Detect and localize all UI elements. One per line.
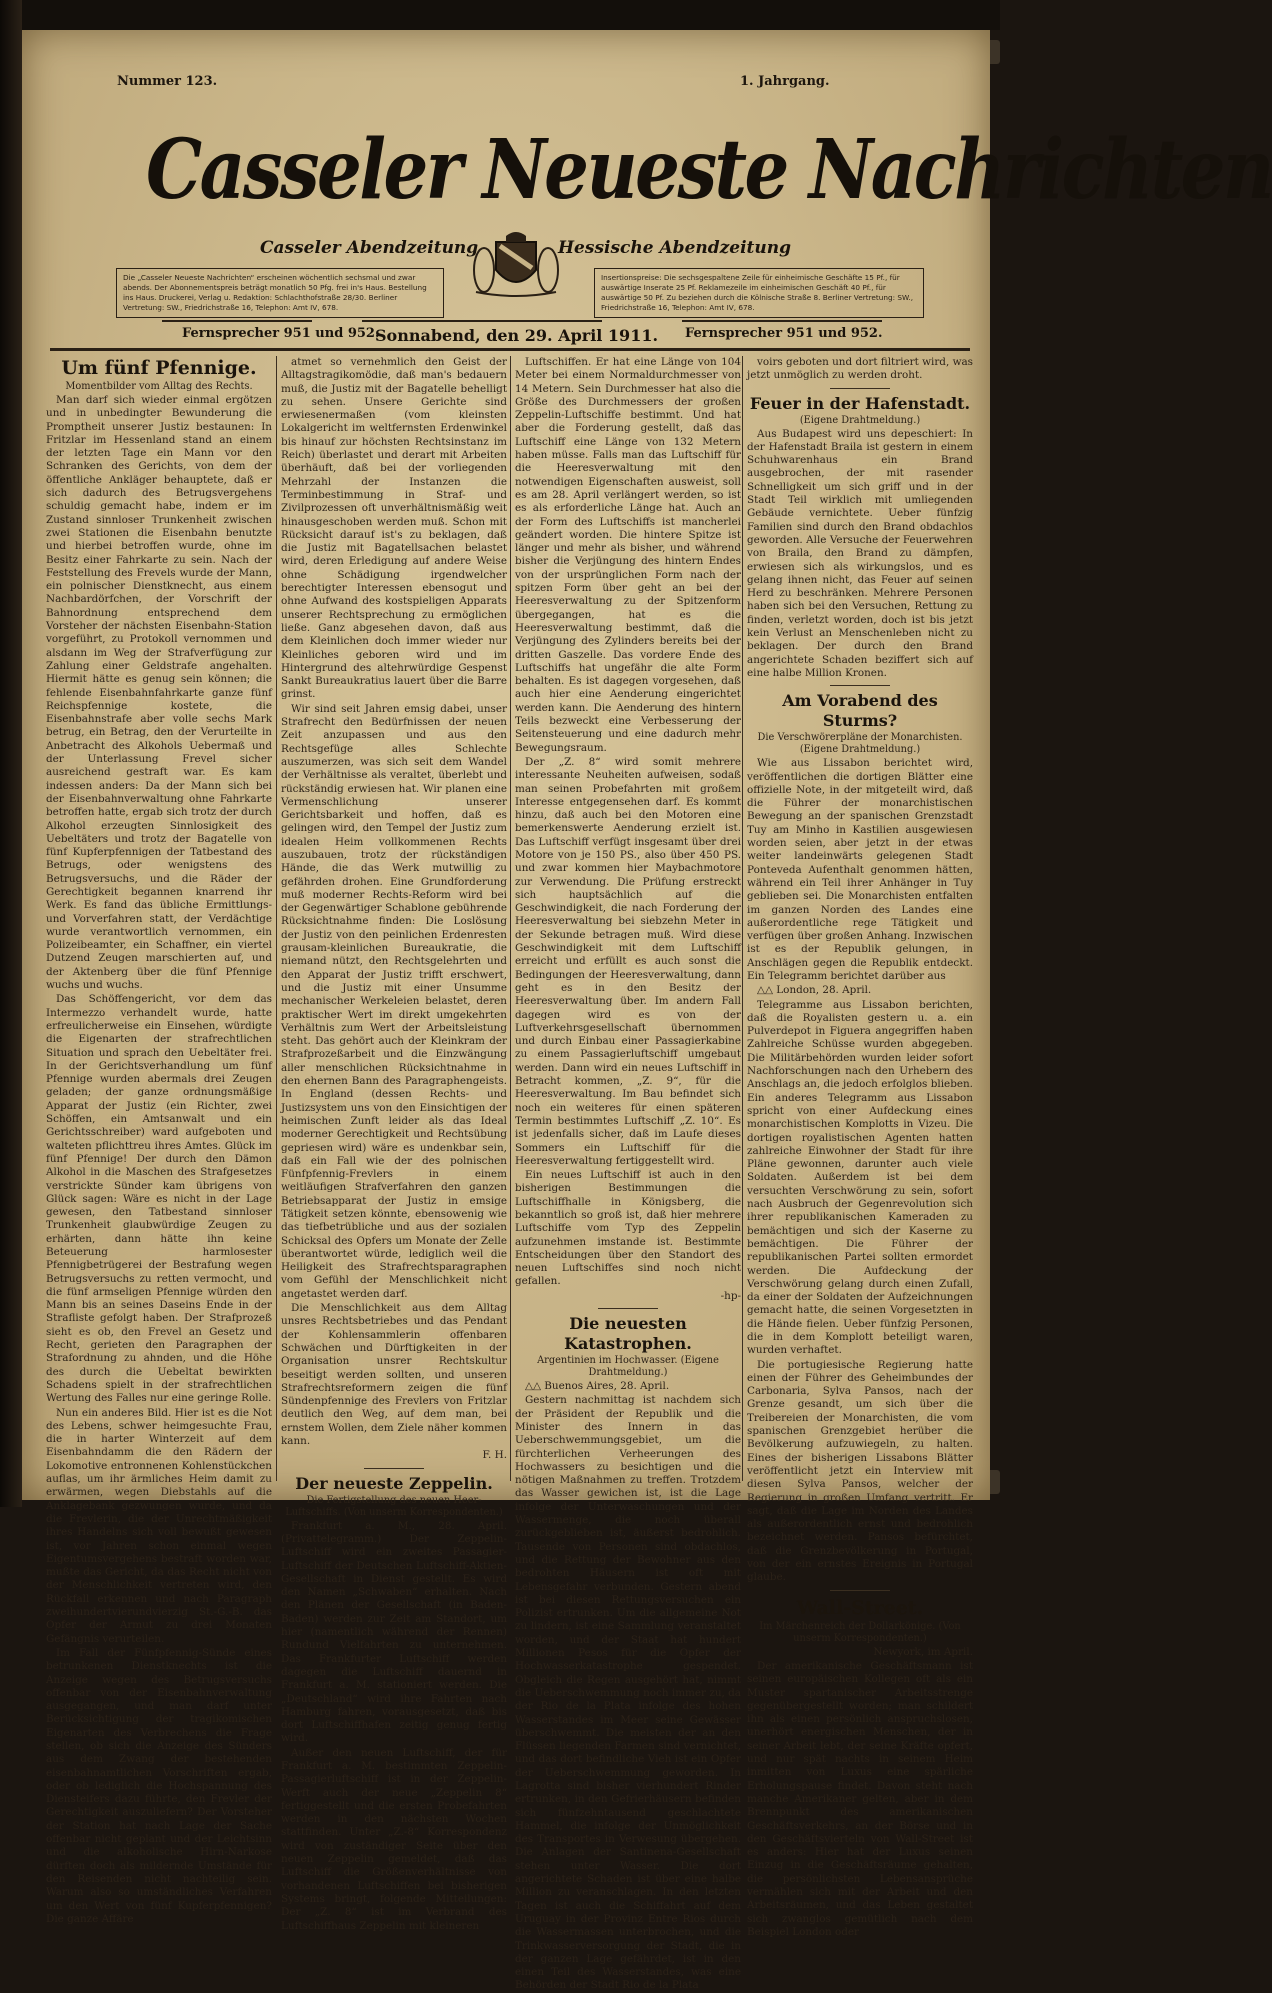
paragraph: Nun ein anderes Bild. Hier ist es die Not des Lebens, schwer heimgesuchte Frau, die in harter Winterzeit auf dem Eisenbahndamm die den Rädern der Lokomotive entronnenen Kohlenstückchen auflas, um ihr ärmliches Heim damit zu erwärmen, wegen Diebstahls auf die Anklagebank gezwungen wurde, und da die Frevlerin, die der Unrechtmäßigkeit ihres Handelns sich voll bewußt gewesen ist, vor Jahren schon einmal wegen Eigentumsvergehens bestraft worden war, mußte das Gericht, da das Recht nicht von der Menschlichkeit vertreten wird, den Rückfall erkennen und nach Paragraph zweihundertvierundvierzig St.-G.-B. das Opfer der Armut zu drei Monaten Gefängnis verurteilen. — [46, 1406, 272, 1645]
volume-year: 1. Jahrgang. — [740, 74, 830, 89]
subtitle-right: Hessische Abendzeitung — [558, 238, 792, 258]
paragraph: atmet so vernehmlich den Geist der Alltagstragikomödie, daß man's bedauern muß, die Justiz mit der Bagatelle behelligt zu sehen. Unsere Gerichte sind erwiesenermaßen (vom kleinsten Lokalgericht im weltfernsten Erdenwinkel bis hinauf zur höchsten Rechtsinstanz im Reich) überlastet und derart mit Arbeiten überhäuft, daß bei der vorliegenden Mehrzahl der Instanzen die Terminbestimmung in Straf- und Zivilprozessen oft unverhältnismäßig weit hinausgeschoben werden muß. Schon mit Rücksicht darauf ist's zu beklagen, daß die Justiz mit Bagatellsachen belastet wird, deren Erledigung auf andere Weise ohne Schädigung irgendwelcher berechtigter Interessen ebensogut und ohne Aufwand des kostspieligen Apparats unserer Rechtsprechung zu ermöglichen ließe. Ganz abgesehen davon, daß aus dem Kleinlichen doch immer wieder nur Kleinliches geboren wird und im Hintergrund des altehrwürdige Gespenst Sankt Bureaukratius lauert über die Barre grinst. — [281, 356, 507, 701]
article-headline: Der neueste Zeppelin. — [295, 1473, 493, 1493]
column-3 — [515, 356, 741, 1992]
separator — [364, 1468, 424, 1469]
column-rule — [742, 356, 743, 1481]
paragraph: Ein neues Luftschiff ist auch in den bisherigen Bestimmungen die Luftschiffhalle in Königsberg, die bekanntlich so groß ist, daß hier mehrere Luftschiffe vom Typ des Zeppelin aufzunehmen imstande ist. Bestimmte Entscheidungen über den Standort des neuen Luftschiffes sind noch nicht gefallen. — [515, 1169, 741, 1288]
advertising-info-box: Insertionspreise: Die sechsgespaltene Zeile für einheimische Geschäfte 15 Pf., für auswärtige Inserate 25 Pf. Reklamezeile im einheimischen Geschäft 40 Pf., für auswärtige 50 Pf. Zu beziehen durch die Kölnische Straße 8. Berliner Vertretung: SW., Friedrichstraße 16, Telephon: Amt IV, 678. — [594, 268, 924, 318]
dateline: Newyork, im April. — [873, 1645, 973, 1658]
column-rule — [276, 356, 277, 1481]
paragraph: Außer den neuen Luftschiff, der für Frankfurt a. M. bestimmten Zeppelin-Passagierluftschiff ist in der Zeppelin-Werft auch der neue „Zeppelin 8“ fertiggestellt und die ersten Probefahrten werden in den nächsten Wochen stattfinden. Unter „Z.-8“ Korrespondenz wird von zuständiger Seite über den neuen Zeppelin gemeldet, daß das Luftschiff die Größenverhältnisse von vorhandenen Luftschiffen bei bisherigen Systems bringt, folgende Mitteilungen: Der „Z. 8“ ist im Verbrand des Luftschiffhaus Zeppelin mit kleineren — [281, 1746, 507, 1932]
article-headline: Die neuesten Katastrophen. — [564, 1314, 692, 1354]
paragraph: Luftschiffen. Er hat eine Länge von 104 Meter bei einem Normaldurchmesser von 14 Metern. Sein Durchmesser hat also die Größe des Durchmessers der großen Zeppelin-Luftschiffe bestimmt. Und hat aber die Forderung gestellt, daß das Luftschiff eine Länge von 132 Metern haben müsse. Falls man das Luftschiff für die Heeresverwaltung mit den notwendigen Eigenschaften ausweist, soll es am 28. April verlängert werden, so ist es als erforderliche Länge hat. Auch an der Form des Luftschiffs ist mancherlei geändert worden. Die hintere Spitze ist länger und mehr als bisher, und während bisher die Verjüngung des hintern Endes von der ursprünglichen Form nach der spitzen Form über geht an bei der Heeresverwaltung zu der Spitzenform übergegangen, hat es die Heeresverwaltung bestimmt, daß die Verjüngung des Zylinders bereits bei der dritten Gaszelle. Das vordere Ende des Luftschiffs hat ungefähr die alte Form behalten. Es ist dagegen vorgesehen, daß auch hier eine Aenderung eingerichtet werden kann. Die Aenderung des hintern Teils bezweckt eine Verbesserung der Seitensteuerung und eine dadurch mehr Bewegungsraum. — [515, 356, 741, 754]
coat-of-arms-icon — [466, 228, 566, 300]
paragraph: Der amerikanische Geschäftsmann ist seinen europäischen Kollegen oft als ein Muster spartanischer Arbeitsstrenge gegenübergestellt worden; man schildert ihn als einen persönlich anspruchslosen, unerhört energischen Menschen, der in seiner Arbeit lebt, der seine Kräfte opfert, und nur spät nachts in seinem Heim inmitten von Luxus eine spärliche Erholungspause findet. Davon steht nach manche Amerikaner gelten, aber in dem Brennpunkt des amerikanischen Geschäftsverkehrs, an der Börse und in den Geschäftsvierteln von Wall-Street ist es anders: Hier hat der Luxus seinen Einzug in die Geschäftsräume gehalten, die persönlichsten Lebensansprüche vermählen sich mit der Arbeit und den Arbeitsräumen, und das Leben gestaltet sich zwanglos gemütlich nach dem Beispiel London oder — [747, 1659, 973, 1938]
article-dek: Im Märchenreich der Dollarkönige. (Von unserm Korrespondenten.) — [759, 1620, 961, 1644]
paragraph: Wir sind seit Jahren emsig dabei, unser Strafrecht den Bedürfnissen der neuen Zeit anzupassen und aus den Rechtsgefüge alles Schlechte auszumerzen, was sich seit dem Wandel der Verhältnisse als veraltet, überlebt und rückständig erwiesen hat. Wir planen eine Vermenschlichung unserer Gerichtsbarkeit und hoffen, daß es gelingen wird, den Tempel der Justiz zum idealen Heim vollkommenen Rechts auszubauen, trotz der rückständigen Hände, die das Werk mutwillig zu gefährden drohen. Eine Grundforderung muß moderner Rechts-Reform wird bei der Gegenwärtiger Schablone gebührende Rücksichtnahme finden: Die Loslösung der Justiz von den peinlichen Erdenresten grausam-kleinlichen Bureaukratie, die niemand nützt, den Rechtsgelehrten und den Apparat der Justiz trifft erschwert, und die Justiz mit einer Unsumme mechanischer Werkeleien belastet, deren praktischer Wert im direkt umgekehrten Verhältnis zum Wert der Arbeitsleistung steht. Das gehört auch der Kleinkram der Strafprozeßarbeit und die Einzwängung aller menschlichen Rücksichtnahme in den ehernen Bann des Paragraphengeists. In England (dessen Rechts- und Justizsystem uns von den Einsichtigen der heimischen Zunft leider als das Ideal moderner Gerechtigkeit und Rechtsübung gepriesen wird) wäre es undenkbar sein, daß ein Fall wie der des polnischen Fünfpfennig-Frevlers in einem weitläufigen Strafverfahren den ganzen Betriebsapparat der Justiz in emsige Tätigkeit setzen könnte, ebensowenig wie das tiefbetrübliche und aus der sozialen Schicksal des Opfers um Monate der Zelle überantwortet würde, lediglich weil die Heiligkeit des Strafrechtsparagraphen vom Gefühl der Menschlichkeit nicht angetastet werden darf. — [281, 702, 507, 1300]
issue-date: Sonnabend, den 29. April 1911. — [375, 326, 659, 345]
article-dek: Die Fertigstellung des neuen Heer-Luftschiffs. (Von unserm Korrespondenten.) — [285, 1494, 503, 1518]
phone-right: Fernsprecher 951 und 952. — [685, 326, 883, 341]
column-rule — [510, 356, 511, 1481]
article-dek: Die Verschwörerpläne der Monarchisten. (Eigene Drahtmeldung.) — [757, 732, 963, 756]
paragraph: Telegramme aus Lissabon berichten, daß die Royalisten gestern u. a. ein Pulverdepot in Figuera angegriffen haben Zahlreiche Schüsse wurden abgegeben. Die Militärbehörden wurden leider sofort Nachforschungen nach den Urhebern des Anschlags an, die jedoch erfolglos blieben. Ein anderes Telegramm aus Lissabon spricht von einer Aufdeckung eines monarchistischen Komplotts in Vizeu. Die dortigen royalistischen Agenten hatten zahlreiche Einwohner der Stadt für ihre Pläne gewonnen, darunter auch viele Soldaten. Außerdem ist bei dem versuchten Verschwörung zu sein, sofort nach Ausbruch der Gegenrevolution sich ihrer republikanischen Kameraden zu bemächtigen und sich der Kaserne zu bemächtigen. Die Führer der republikanischen Partei sollten ermordet werden. Die Aufdeckung der Verschwörung gelang durch einen Zufall, da einer der Soldaten der Aufzeichnungen gemacht hatte, die seinen Vorgesetzten in die Hände fielen. Ueber fünfzig Personen, die in dem Komplott beteiligt waren, wurden verhaftet. — [747, 998, 973, 1357]
paragraph: Frankfurt a. M., 28. April. (Privattelegramm.) Der Zeppelin-Luftschiff wird ein zweites Passagier-Luftschiff der Deutschen Luftschiff-Aktien-Gesellschaft in Dienst gestellt. Es wird den Namen „Schwaben“ erhalten. Nach den Plänen der Gesellschaft (in Baden-Baden) werden zur Zeit am Standort, um hier (namentlich während der Rennen) Rundund Vielfahrten zu unternehmen. Das Frankfurter Luftschiff werden dagegen die Luftschiff dauernd in Frankfurt a. M. stationiert werden. Die „Deutschland“ wird ihre Fahrten nach Hamburg fahren, vorausgesetzt, daß bis dort Luftschiffhafen zeitig genug fertig wird. — [281, 1519, 507, 1745]
author-signature: F. H. — [482, 1449, 507, 1462]
article-dek: Momentbilder vom Alltag des Rechts. — [65, 381, 253, 392]
phone-left: Fernsprecher 951 und 952. — [182, 326, 380, 341]
paragraph: voirs geboten und dort filtriert wird, was jetzt unmöglich zu werden droht. — [747, 356, 973, 382]
subscription-info-box: Die „Casseler Neueste Nachrichten“ erscheinen wöchentlich sechsmal und zwar abends. Der Abonnementspreis beträgt monatlich 50 Pfg. frei in's Haus. Bestellung ins Haus. Druckerei, Verlag u. Redaktion: Schlachthofstraße 28/30. Berliner Vertretung: SW., Friedrichstraße 16, Telephon: Amt IV, 678. — [116, 268, 444, 318]
dateline: △△ London, 28. April. — [757, 984, 872, 997]
article-headline: Am Vorabend des Sturms? — [782, 691, 938, 731]
paragraph: Im Fall der Fünfpfennig-Sünde eines betrunkenen Dienstknechts ist die Anzeige wegen des Betrugsversuchs offenbar von der Eisenbahnverwaltung ausgegangen, und man darf unter Berücksichtigung der tragikomischen Eigenarten des Verbrechens die Frage stellen, ob sich die Anzeige des Sünders aus dem Zwang der bestehenden eisenbahnamtlichen Vorschriften ergab, oder ob lediglich die Hochspannung des Diensteifers dazu führte, den Frevler der Gerechtigkeit auszuliefern? Der Vorsteher der Station hat nach Lage der Sache offenbar nicht geplant und der Leichtsinn und die alkoholische Hirn-Narkose dürften doch als mildernde Umstände für den Reisenden nicht nachteilig sein. Warum also so umständliches Verfahren um den Wert von fünf Kupferpfennigen? Die ganze Affäre — [46, 1646, 272, 1925]
separator — [830, 1590, 890, 1591]
article-dek: Argentinien im Hochwasser. (Eigene Drahtmeldung.) — [537, 1355, 719, 1379]
paragraph: Die Menschlichkeit aus dem Alltag unsres Rechtsbetriebes und das Pendant der Kohlensammlerin offenbaren Schwächen und Dürftigkeiten in der Organisation unsrer Rechtskultur beseitigt werden sollten, und unseren Strafrechtsreformern zeigen die fünf Sündenpfennige des Frevlers von Fritzlar deutlich den Weg, auf dem man, bei ernstem Wollen, dem Ziele näher kommen kann. — [281, 1302, 507, 1448]
article-headline: Wall-Street. — [796, 1596, 924, 1619]
column-1 — [46, 356, 272, 1925]
dateline: △△ Buenos Aires, 28. April. — [525, 1380, 670, 1393]
paragraph: Wie aus Lissabon berichtet wird, veröffentlichen die dortigen Blätter eine offizielle Note, in der mitgeteilt wird, daß die Führer der monarchistischen Bewegung an der spanischen Grenzstadt Tuy am Minho in Kastilien ausgewiesen worden seien, aber jetzt in der etwas weiter landeinwärts gelegenen Stadt Ponteveda Aufenthalt genommen hätten, während ein Teil ihrer Anhänger in Tuy geblieben sei. Die Monarchisten entfalten im ganzen Norden des Landes eine außerordentliche rege Tätigkeit und verfügen über großen Anhang. Inzwischen ist es der Republik gelungen, in Anschlägen gegen die Republik entdeckt. Ein Telegramm berichtet darüber aus — [747, 757, 973, 982]
paragraph: Das Schöffengericht, vor dem das Intermezzo verhandelt wurde, hatte erfreulicherweise ein Einsehen, würdigte die Eigenarten der strafrechtlichen Situation und sprach den Uebeltäter frei. In der Gerichtsverhandlung um fünf Pfennige wurden abermals drei Zeugen geladen; der ganze ordnungsmäßige Apparat der Justiz (ein Richter, zwei Schöffen, ein Amtsanwalt und ein Gerichtsschreiber) ward aufgeboten und walteten pflichttreu ihres Amtes. Glück im fünf Pfennige! Der durch den Dämon Alkohol in die Maschen des Strafgesetzes verstrickte Sünder kam übrigens von Glück sagen: Wäre es nicht in der Lage gewesen, den Tatbestand sinnloser Trunkenheit glaubwürdige Zeugen zu erhärten, dann hätte ihn keine Beteuerung harmlosester Pfennigbetrügerei der Bestrafung wegen Betrugsversuchs zu retten vermocht, und die fünf armseligen Pfennige würden den Mann bis an seines Daseins Ende in der Strafliste gefolgt haben. Der Strafprozeß sieht es ob, den Frevel an Gesetz und Recht, gerieten den Paragraphen der Strafordnung zu ahnden, und die Höhe des durch die Uebeltat bewirkten Schadens spielt in der strafrechtlichen Wertung des Falles nur eine geringe Rolle. — [46, 993, 272, 1405]
top-edge — [0, 0, 1000, 30]
subtitle-left: Casseler Abendzeitung — [260, 238, 479, 258]
separator — [598, 1308, 658, 1309]
issue-number: Nummer 123. — [117, 74, 218, 89]
paragraph: Die portugiesische Regierung hatte einen der Führer des Geheimbundes der Carbonaria, Sylva Pansos, nach der Grenze gesandt, um sich über die Treibereien der Monarchisten, die vom spanischen Grenzgebiet herüber die Bevölkerung aufzuwiegeln, zu halten. Eines der bisherigen Lissabons Blätter veröffentlicht jetzt ein Interview mit diesen Sylva Pansos, welcher der Regierung in großen Umfang vertritt. Er sagt, daß die Lage im Norden des Landes als außerordentlich ernst und bedrohlich bezeichnet werden. Pansos befürchtet, daß die Grenzbevölkerung in Portugal, von der ein ernstes Ereignis in Portugal glaube. — [747, 1358, 973, 1584]
header-rule — [50, 348, 970, 351]
separator — [830, 685, 890, 686]
book-gutter — [0, 0, 22, 1507]
separator — [830, 388, 890, 389]
column-2 — [281, 356, 507, 1932]
paragraph: Gestern nachmittag ist nachdem sich der Präsident der Republik und die Minister des Innern in das Ueberschwemmungsgebiet, um die fürchterlichen Verheerungen des Hochwassers zu besichtigen und die nötigen Maßnahmen zu treffen. Trotzdem das Wasser gewichen ist, ist die Lage infolge der Unterwaschungen und der Wassermenge, die noch überall zurückgeblieben ist, äußerst bedrohlich. Tausende von Personen sind obdachlos, und die Rettung der Bewohner aus den bedrohten Häusern ist oft mit Lebensgefahr verbunden. Gestern abend ist bei diesen Rettungsversuchen ein Polizist ertrunken. Um die allgemeine Not zu lindern, ist eine Sammlung veranstaltet worden, und der Staat hat hundert Millionen Pesos für die Opfer der Hochwasserkatastrophe gespendet. Obgleich die Regen ausgehört hat, nimmt die Ueberschwemmung noch immer zu, da der Rio de la Plata infolge des hohen Wasserstandes im Meer seine Gewässer überschwemmt. Die meisten der an den Flüssen liegenden Farmen sind vernichtet, und das dort befindliche Vieh ist ein Opfer der Ueberschwemmung geworden. In Lagrotta sind bisher vierhundert Rinder ertrunken, in den Gefrierhäusern befinden sich fünfzehntausend geschlachtete Hammel, die infolge der Unmöglichkeit des Transportes in Verwesung übergehen. Die Anlagen der Santinena-Gesellschaft stehen unter Wasser. Die dort angerichtete Schaden ist über eine halbe Million zu veranschlagen. In den letzten Tagen ist auch die Schiffahrt auf dem Uruguay in der Provinz Entre Rios durch die Wassermassen unterbrochen, und die Trinkwasserversorgung der Stadt, die in der ganzen Lage gefährdet, ist in den einen Teil des Wasserstandes, was eine Behörden der Stadt Rio de la Plata — [515, 1394, 741, 1992]
rule — [682, 320, 882, 322]
article-headline: Feuer in der Hafenstadt. — [749, 393, 971, 413]
article-dek: (Eigene Drahtmeldung.) — [799, 414, 921, 426]
rule — [362, 320, 602, 322]
newspaper-page — [22, 30, 1272, 1992]
paragraph: Man darf sich wieder einmal ergötzen und in unbedingter Bewunderung die Promptheit unserer Justiz bestaunen: In Fritzlar im Hessenland stand an einem der letzten Tage ein Mann vor den Schranken des Gerichts, von dem der öffentliche Ankläger behauptete, daß er sich dadurch des Betrugsvergehens schuldig gemacht habe, indem er im Zustand sinnloser Trunkenheit zwischen zwei Stationen die Eisenbahn benutzte und hierbei betroffen wurde, ohne im Besitz einer Fahrkarte zu sein. Nach der Feststellung des Frevels wurde der Mann, ein polnischer Dienstknecht, aus einem Nachbardörfchen, der Vorschrift der Bahnordnung entsprechend dem Vorsteher der nächsten Eisenbahn-Station vorgeführt, zu Protokoll vernommen und alsdann im Weg der Strafverfügung zur Zahlung einer Geldstrafe angehalten. Hiermit hätte es genug sein können; die fehlende Eisenbahnfahrkarte ganze fünf Reichspfennige kostete, die Eisenbahnstrafe aber volle sechs Mark betrug, ein Betrag, den der Verurteilte in Anbetracht des Alkohols Uebermaß und der Unterlassung Frevel sicher ausreichend gestraft war. Es kam indessen anders: Da der Mann sich bei der Eisenbahnverwaltung ohne Fahrkarte betroffen hatte, ergab sich trotz der durch Alkohol erzeugten Sinnlosigkeit des Uebeltäters und trotz der Bagatelle von fünf Kupferpfennigen der Tatbestand des Betrugs, oder wenigstens des Betrugsversuchs, und die Räder der Gerechtigkeit begannen knarrend ihr Werk. Es fand das übliche Ermittlungs- und Vorverfahren statt, der Verdächtige wurde verantwortlich vernommen, ein Polizeibeamter, ein Schaffner, ein viertel Dutzend Zeugen marschierten auf, und der Aktenberg über die fünf Pfennige wuchs und wuchs. — [46, 394, 272, 992]
rule — [162, 320, 312, 322]
paragraph: Aus Budapest wird uns depeschiert: In der Hafenstadt Braila ist gestern in einem Schuhwarenhaus ein Brand ausgebrochen, der mit rasender Schnelligkeit um sich griff und in der Stadt Teil wirklich mit umliegenden Gebäude vernichtete. Ueber fünfzig Familien sind durch den Brand obdachlos geworden. Alle Versuche der Feuerwehren von Braila, den Brand zu dämpfen, erwiesen sich als wirkungslos, und es gelang ihnen nicht, das Feuer auf seinen Herd zu beschränken. Mehrere Personen haben sich bei den Versuchen, Rettung zu finden, verletzt worden, doch ist bis jetzt kein Verlust an Menschenleben nicht zu beklagen. Der durch den Brand angerichtete Schaden beziffert sich auf eine halbe Million Kronen. — [747, 427, 973, 679]
author-signature: -hp- — [720, 1289, 741, 1302]
masthead-title: Casseler Neueste Nachrichten — [146, 122, 1272, 218]
article-headline: Um fünf Pfennige. — [61, 357, 257, 379]
column-4 — [747, 356, 973, 1938]
paragraph: Der „Z. 8“ wird somit mehrere interessante Neuheiten aufweisen, sodaß man seinen Probefahrten mit großem Interesse entgegensehen darf. Es kommt hinzu, daß auch bei den Motoren eine bemerkenswerte Aenderung erzielt ist. Das Luftschiff verfügt insgesamt über drei Motore von je 150 PS., also über 450 PS. und zwar kommen hier Maybachmotore zur Verwendung. Die Prüfung erstreckt sich hauptsächlich auf die Geschwindigkeit, die nach Forderung der Heeresverwaltung bei siebzehn Meter in der Sekunde betragen muß. Wird diese Geschwindigkeit mit dem Luftschiff erreicht und erfüllt es auch sonst die Bedingungen der Heeresverwaltung, dann geht es in den Besitz der Heeresverwaltung über. Im andern Fall dagegen wird es von der Luftverkehrsgesellschaft übernommen und durch Einbau einer Passagierkabine zu einem Passagierluftschiff umgebaut werden. Dann wird ein neues Luftschiff in Betracht kommen, „Z. 9“, für die Heeresverwaltung. Im Bau befindet sich noch ein weiteres für einen späteren Termin bestimmtes Luftschiff „Z. 10“. Es ist jedenfalls sicher, daß im Laufe dieses Sommers ein Luftschiff für die Heeresverwaltung fertiggestellt wird. — [515, 755, 741, 1167]
